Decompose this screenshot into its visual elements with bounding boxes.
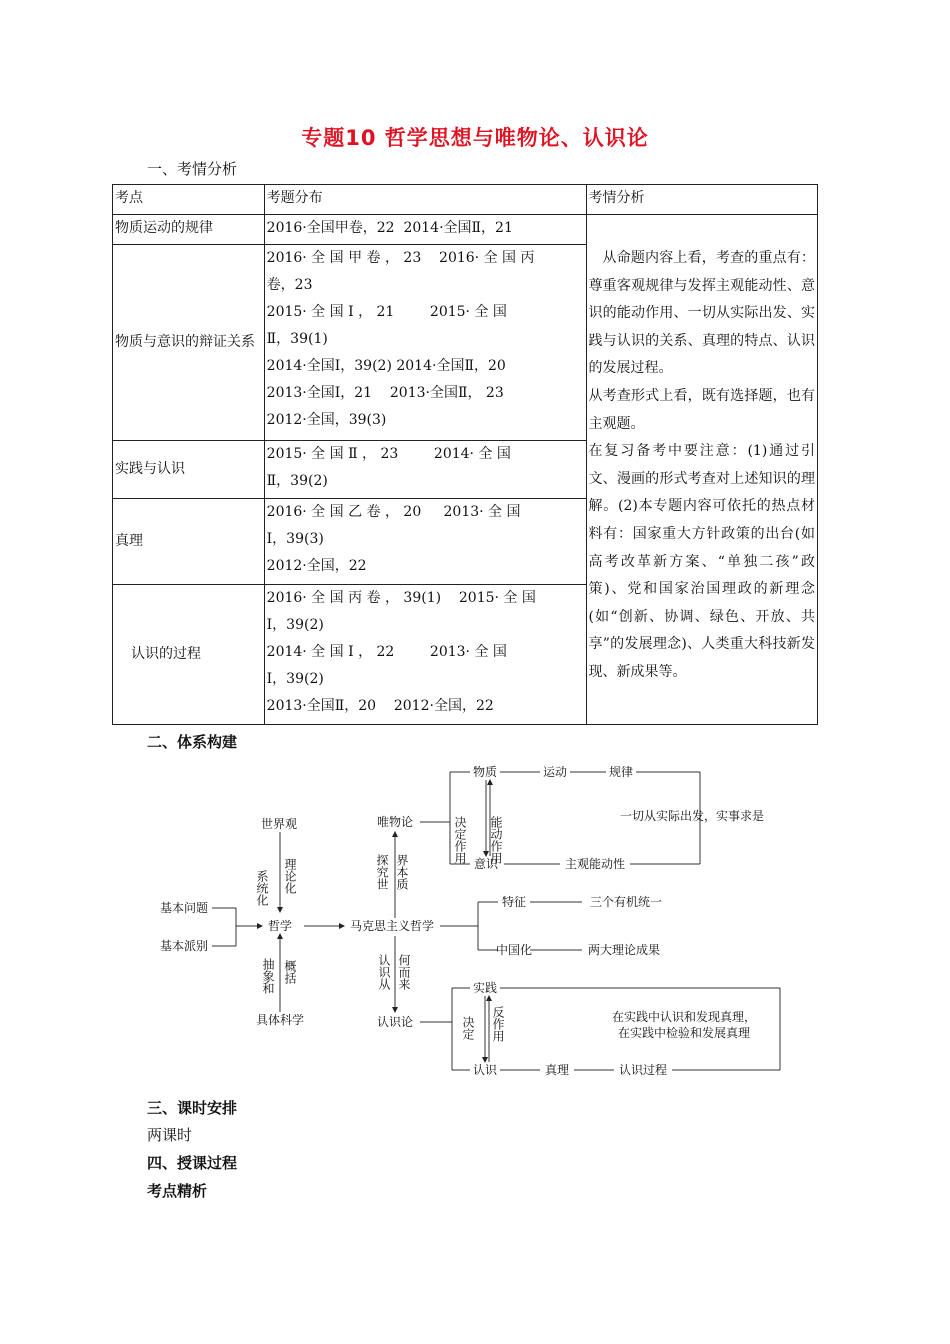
table-cell-dist: 2016· 全 国 乙 卷 ， 20 2013· 全 国 Ⅰ，39(3) 2012·全国，22	[264, 499, 586, 585]
label-explore: 探究世	[375, 854, 389, 890]
label-where-come: 何而来	[397, 954, 411, 990]
node-materialism: 唯物论	[376, 815, 414, 829]
node-basic-school: 基本派别	[159, 939, 209, 953]
node-world-view: 世界观	[260, 817, 298, 831]
hours-text: 两课时	[147, 1126, 193, 1144]
node-motion: 运动	[542, 765, 568, 779]
section-heading-analysis: 一、考情分析	[147, 160, 238, 178]
label-systematize: 系统化	[255, 870, 269, 906]
label-reaction: 反作用	[491, 1006, 505, 1042]
label-decisive: 决定作用	[453, 816, 467, 864]
exam-analysis-table	[112, 184, 818, 725]
table-header: 考点	[113, 185, 265, 215]
label-generalize: 概括	[283, 960, 297, 984]
label-cognition-from: 认识从	[377, 954, 391, 990]
table-cell-point: 认识的过程	[113, 585, 265, 725]
section-heading-points: 考点精析	[147, 1182, 208, 1200]
node-cognition-process: 认识过程	[618, 1063, 668, 1077]
note-truth-2: 在实践中检验和发展真理	[617, 1026, 751, 1040]
table-cell-dist: 2016· 全 国 丙 卷 ， 39(1) 2015· 全 国 Ⅰ，39(2) 2014· 全 国 Ⅰ ， 22 2013· 全 国 Ⅰ，39(2) 2013·全国Ⅱ，20 2012·全国，22	[264, 585, 586, 725]
table-header: 考题分布	[264, 185, 586, 215]
table-cell-point: 物质运动的规律	[113, 215, 265, 245]
note-truth-1: 在实践中认识和发现真理，	[611, 1010, 757, 1024]
table-cell-analysis: 从命题内容上看，考查的重点有：尊重客观规律与发挥主观能动性、意识的能动作用、一切从实际出发、实践与认识的关系、真理的特点、认识的发展过程。 从考查形式上看，既有选择题，也有主观题。 在复习备考中要注意：(1)通过引文、漫画的形式考查对上述知识的理解。(2)本专题内容可依托的热点材料有：国家重大方针政策的出台(如高考改革新方案、“单独二孩”政策)、党和国家治国理政的新理念(如“创新、协调、绿色、开放、共享”的发展理念)、人类重大科技新发现、新成果等。	[586, 215, 817, 725]
node-consciousness: 意识	[473, 857, 499, 871]
node-two-theories: 两大理论成果	[587, 943, 661, 957]
section-heading-hours: 三、课时安排	[147, 1099, 238, 1117]
label-decide: 决定	[461, 1016, 475, 1040]
table-header: 考情分析	[586, 185, 817, 215]
node-seek-truth: 一切从实际出发，实事求是	[619, 809, 765, 823]
section-heading-process: 四、授课过程	[147, 1154, 238, 1172]
node-cognition: 认识	[472, 1063, 498, 1077]
label-theorize: 理论化	[283, 858, 297, 894]
label-active-role: 能动作用	[489, 816, 503, 864]
table-cell-point: 实践与认识	[113, 441, 265, 499]
table-cell-dist: 2016·全国甲卷，22 2014·全国Ⅱ，21	[264, 215, 586, 245]
node-philosophy: 哲学	[267, 919, 293, 933]
node-basic-question: 基本问题	[159, 901, 209, 915]
node-matter: 物质	[472, 765, 498, 779]
concept-diagram	[0, 750, 950, 1090]
label-abstract: 抽象和	[261, 958, 275, 994]
table-cell-dist: 2015· 全 国 Ⅱ ， 23 2014· 全 国 Ⅱ，39(2)	[264, 441, 586, 499]
table-cell-point: 真理	[113, 499, 265, 585]
page-title: 专题10 哲学思想与唯物论、认识论	[301, 126, 649, 150]
node-practice: 实践	[472, 981, 498, 995]
node-three-unity: 三个有机统一	[589, 895, 663, 909]
table-cell-point: 物质与意识的辩证关系	[113, 245, 265, 441]
node-sinicization: 中国化	[495, 943, 533, 957]
node-marxist-philosophy: 马克思主义哲学	[349, 919, 435, 933]
node-subjective-initiative: 主观能动性	[564, 857, 626, 871]
node-truth: 真理	[544, 1063, 570, 1077]
table-cell-dist: 2016· 全 国 甲 卷 ， 23 2016· 全 国 丙 卷，23 2015· 全 国 Ⅰ ， 21 2015· 全 国 Ⅱ，39(1) 2014·全国Ⅰ，39(2) 2014·全国Ⅱ，20 2013·全国Ⅰ，21 2013·全国Ⅱ， 23 2012·全国，39(3)	[264, 245, 586, 441]
section-heading-system: 二、体系构建	[147, 733, 238, 751]
node-concrete-science: 具体科学	[255, 1013, 305, 1027]
node-feature: 特征	[501, 895, 527, 909]
node-epistemology: 认识论	[376, 1015, 414, 1029]
node-law: 规律	[608, 765, 634, 779]
label-world-essence: 界本质	[395, 854, 409, 890]
